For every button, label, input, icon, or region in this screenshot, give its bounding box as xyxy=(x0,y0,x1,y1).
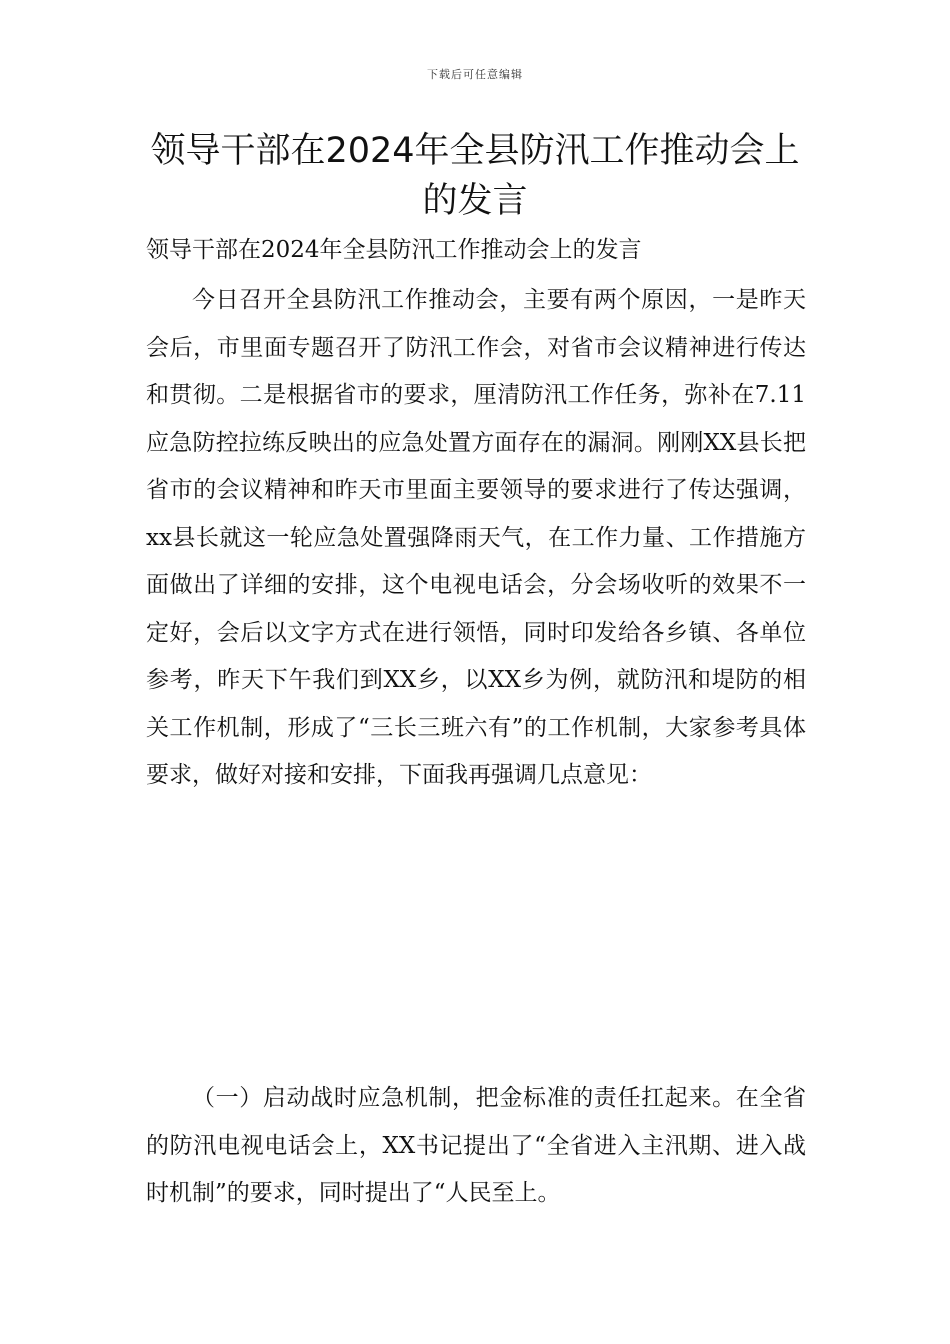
document-title: 领导干部在2024年全县防汛工作推动会上的发言 xyxy=(150,131,800,221)
header-note: 下载后可任意编辑 xyxy=(427,68,523,81)
document-subtitle: 领导干部在2024年全县防汛工作推动会上的发言 xyxy=(146,237,642,263)
body-paragraph-2: （一）启动战时应急机制，把金标准的责任扛起来。在全省的防汛电视电话会上，XX书记提出了“全省进入主汛期、进入战时机制”的要求，同时提出了“人民至上。 xyxy=(146,1085,806,1206)
body-paragraph-1: 今日召开全县防汛工作推动会，主要有两个原因，一是昨天会后，市里面专题召开了防汛工作会，对省市会议精神进行传达和贯彻。二是根据省市的要求，厘清防汛工作任务，弥补在7.11应急防控拉练反映出的应急处置方面存在的漏洞。刚刚XX县长把省市的会议精神和昨天市里面主要领导的要求进行了传达强调，xx县长就这一轮应急处置强降雨天气，在工作力量、工作措施方面做出了详细的安排，这个电视电话会，分会场收听的效果不一定好，会后以文字方式在进行领悟，同时印发给各乡镇、各单位参考，昨天下午我们到XX乡，以XX乡为例，就防汛和堤防的相关工作机制，形成了“三长三班六有”的工作机制，大家参考具体要求，做好对接和安排，下面我再强调几点意见： xyxy=(146,287,806,788)
